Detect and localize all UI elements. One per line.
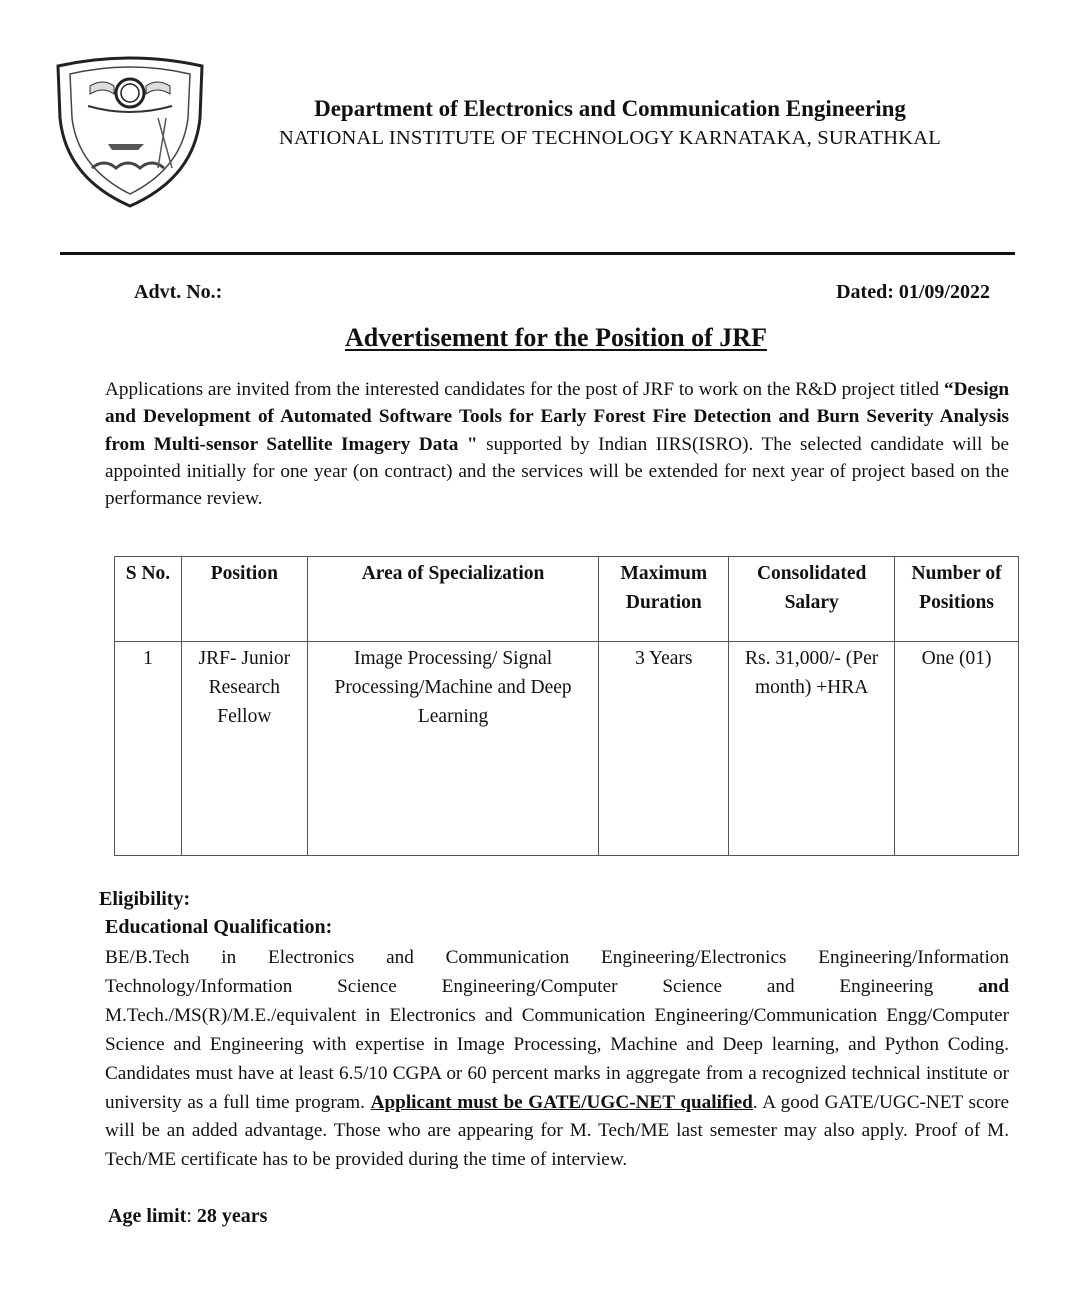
gate-requirement: Applicant must be GATE/UGC-NET qualified [370,1091,753,1113]
age-label: Age limit [108,1205,187,1227]
intro-text-2: supported by Indian IIRS(ISRO). The selected candidate will be appointed initially for one year (on contract) and the services will be extended for next year of project based on the performance review. [105,433,1009,510]
intro-text-1: Applications are invited from the interested candidates for the post of JRF to work on the R&D project titled [105,379,944,400]
eligibility-text-2: M.Tech./MS(R)/M.E./equivalent in Electronics and Communication Engineering/Communication Engg/Computer Science and Engineering with expertise in Image Processing, Machine and Deep learning, and Python Coding. Candidates must have at least 6.5/10 CGPA or 60 percent marks in aggregate from a recognized technical institute or university as a full time program. [105,1004,1009,1113]
eligibility-heading: Eligibility: [99,888,191,910]
and-bold: and [978,975,1009,997]
header-sno: S No. [115,557,182,642]
cell-sno: 1 [115,642,182,856]
cell-duration: 3 Years [599,642,729,856]
age-value: 28 years [196,1205,268,1227]
cell-positions: One (01) [895,642,1019,856]
institute-name: NATIONAL INSTITUTE OF TECHNOLOGY KARNATAKA, SURATHKAL [279,127,941,149]
age-limit [108,1205,267,1228]
page-title: Advertisement for the Position of JRF [345,323,767,352]
date: Dated: 01/09/2022 [836,281,990,303]
header-position: Position [181,557,307,642]
header-positions: Number of Positions [895,557,1019,642]
cell-position: JRF- Junior Research Fellow [181,642,307,856]
education-heading: Educational Qualification: [105,916,333,938]
intro-paragraph [105,376,1009,512]
nitk-logo [48,48,212,208]
header-divider [60,252,1015,255]
header-salary: Consolidated Salary [729,557,895,642]
table-row [115,642,1019,856]
cell-area: Image Processing/ Signal Processing/Machine and Deep Learning [307,642,599,856]
eligibility-paragraph [105,944,1009,1175]
positions-table [114,556,1019,856]
department-name: Department of Electronics and Communication Engineering [314,96,906,121]
header-duration: Maximum Duration [599,557,729,642]
age-separator: : [186,1205,197,1227]
cell-salary: Rs. 31,000/- (Per month) +HRA [729,642,895,856]
advt-number: Advt. No.: [134,281,223,303]
table-header-row [115,557,1019,642]
crest-icon [48,48,212,208]
eligibility-text-3: . A good GATE/UGC-NET score will be an added advantage. Those who are appearing for M. Tech/ME last semester may also apply. Proof of M. Tech/ME certificate has to be provided during the time of interview. [105,1091,1009,1171]
header-area: Area of Specialization [307,557,599,642]
eligibility-text-1: BE/B.Tech in Electronics and Communication Engineering/Electronics Engineering/Information Technology/Information Science Engineering/Computer Science and Engineering [105,947,1009,997]
project-title: “Design and Development of Automated Software Tools for Early Forest Fire Detection and Burn Severity Analysis from Multi-sensor Satellite Imagery Data " [105,379,1009,455]
